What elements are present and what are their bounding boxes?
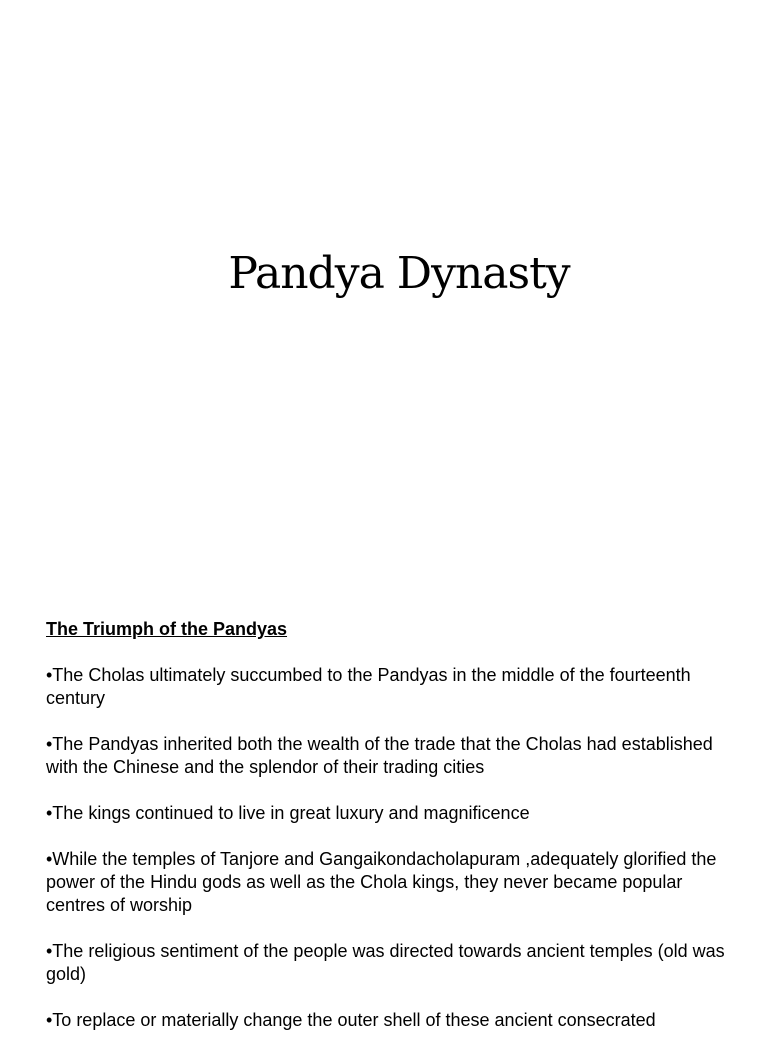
bullet-item: •The Cholas ultimately succumbed to the Pandyas in the middle of the fourteenth century <box>46 665 691 708</box>
bullet-item: •To replace or materially change the outer shell of these ancient consecrated <box>46 1010 656 1030</box>
bullet-item: •The Pandyas inherited both the wealth of the trade that the Cholas had established with the Chinese and the splendor of their trading cities <box>46 734 713 777</box>
page-title: Pandya Dynasty <box>228 248 570 299</box>
bullet-item: •The kings continued to live in great luxury and magnificence <box>46 803 530 823</box>
bullet-item: •The religious sentiment of the people was directed towards ancient temples (old was gold) <box>46 941 725 984</box>
section-heading: The Triumph of the Pandyas <box>46 619 288 639</box>
content-section <box>46 618 746 1055</box>
bullet-item: •While the temples of Tanjore and Gangaikondacholapuram ,adequately glorified the power of the Hindu gods as well as the Chola kings, they never became popular centres of worship <box>46 849 717 915</box>
